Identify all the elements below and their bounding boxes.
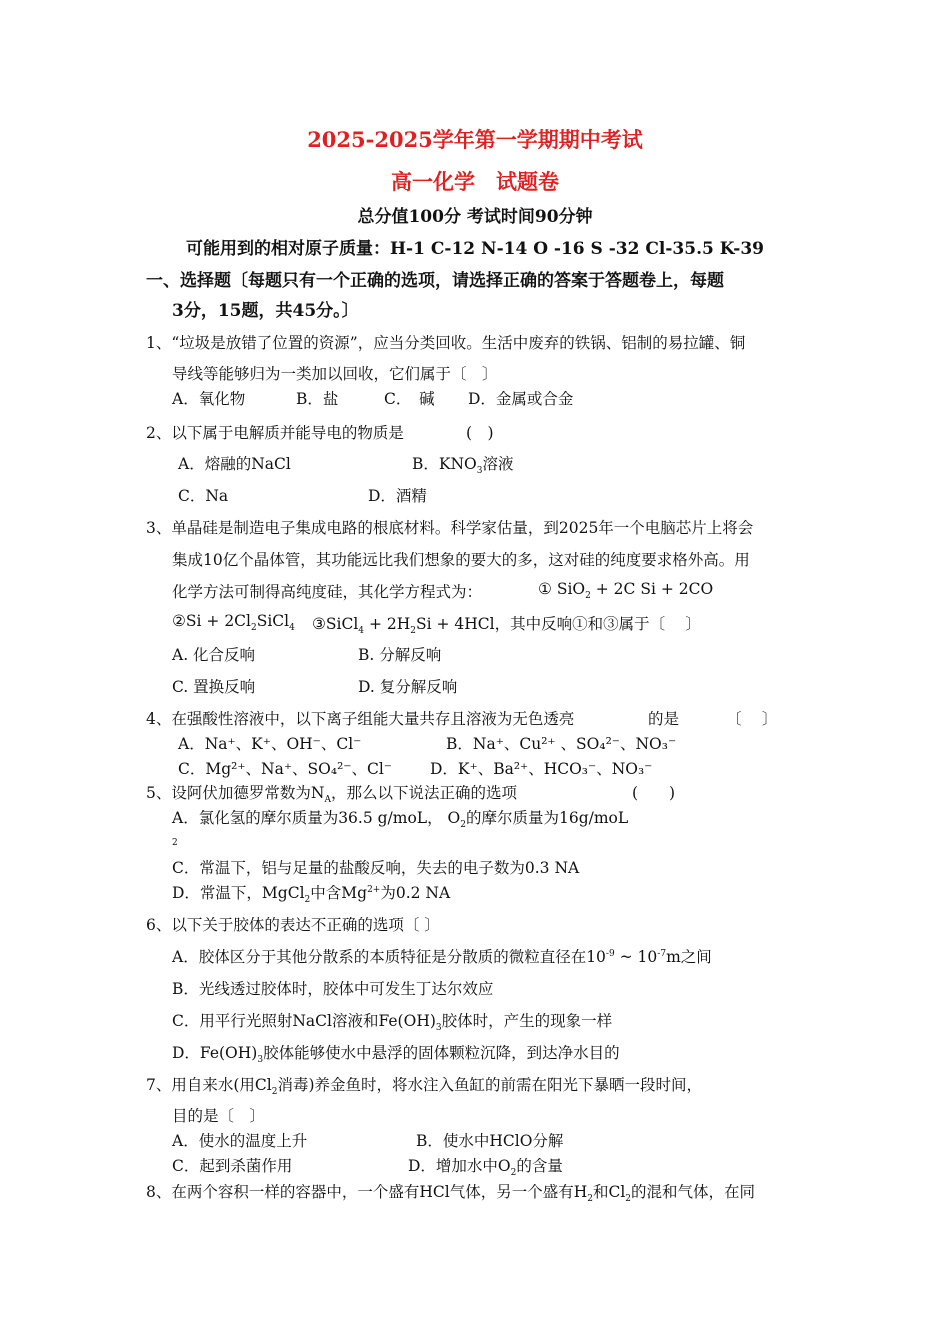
q3-stem-cont2: 化学方法可制得高纯度硅，其化学方程式为： [172, 583, 483, 601]
q4-option-d: D．K⁺、Ba²⁺、HCO₃⁻、NO₃⁻ [430, 760, 653, 778]
q7-option-d: D．增加水中$O_2$的含量 [408, 1157, 563, 1179]
q3-equation-3: ③SiCl$_4$ + $2H_2Si + 4HCl$，其中反响①和③属于〔 〕 [312, 615, 702, 637]
q5-option-c: C．常温下，铝与足量的盐酸反响，失去的电子数为0.3 NA [172, 859, 580, 877]
q8-stem: 8、在两个容积一样的容器中，一个盛有HCl气体，另一个盛有$H_2$和$Cl_2$的混和气体，在同 [146, 1183, 756, 1205]
q2-paren: ( ) [466, 424, 494, 442]
q1-stem: 1、“垃圾是放错了位置的资源”，应当分类回收。生活中废弃的铁锅、铝制的易拉罐、铜 [146, 334, 746, 352]
q7-option-c: C．起到杀菌作用 [172, 1157, 293, 1175]
q1-option-d: D．金属或合金 [468, 390, 574, 408]
q5-option-d: D．常温下，MgCl$_2$中含$Mg^{2+}$为0.2 NA [172, 884, 451, 906]
q4-option-a: A．Na⁺、K⁺、OH⁻、Cl⁻ [178, 735, 362, 753]
q5-stem: 5、设阿伏加德罗常数为$N_A$，那么以下说法正确的选项 [146, 784, 517, 806]
q3-option-c: C. 置换反响 [172, 678, 256, 696]
section-heading-cont: 3分，15题，共45分。〕 [172, 301, 359, 321]
section-heading: 一、选择题〔每题只有一个正确的选项，请选择正确的答案于答题卷上，每题 [146, 271, 724, 291]
q6-stem: 6、以下关于胶体的表达不正确的选项〔 〕 [146, 916, 440, 934]
q6-option-d: D．$Fe(OH)_3$胶体能够使水中悬浮的固体颗粒沉降，到达净水目的 [172, 1044, 620, 1066]
q6-option-c: C．用平行光照射NaCl溶液和$Fe(OH)_3$胶体时，产生的现象一样 [172, 1012, 613, 1034]
q3-option-d: D. 复分解反响 [358, 678, 458, 696]
q2-option-a: A．熔融的NaCl [178, 455, 291, 473]
q4-stem-end: 的是 [648, 710, 680, 728]
q4-option-b: B．Na⁺、Cu²⁺ 、SO₄²⁻、NO₃⁻ [446, 735, 677, 753]
q4-stem: 4、在强酸性溶液中，以下离子组能大量共存且溶液为无色透亮 [146, 710, 575, 728]
q1-stem-cont: 导线等能够归为一类加以回收，它们属于〔 〕 [172, 365, 498, 383]
q7-stem-cont: 目的是〔 〕 [172, 1107, 266, 1125]
q1-option-c: C． 碱 [384, 390, 435, 408]
q2-option-b: B．$KNO_3$溶液 [412, 455, 514, 477]
q4-option-c: C．Mg²⁺、Na⁺、SO₄²⁻、Cl⁻ [178, 760, 392, 778]
q3-option-a: A. 化合反响 [172, 646, 256, 664]
q3-equation-2: ②Si + $2Cl_2SiCl_4$ [172, 612, 295, 634]
q4-paren: 〔 〕 [726, 710, 778, 728]
q3-stem: 3、单晶硅是制造电子集成电路的根底材料。科学家估量，到2025年一个电脑芯片上将会 [146, 519, 754, 537]
q5-option-a: A．氯化氢的摩尔质量为36.5 g/moL， $O_2$的摩尔质量为16g/moL [172, 809, 629, 831]
q7-stem: 7、用自来水(用$Cl_2$消毒)养金鱼时，将水注入鱼缸的前需在阳光下暴晒一段时间， [146, 1076, 703, 1098]
q1-option-a: A．氧化物 [172, 390, 246, 408]
atomic-masses: 可能用到的相对原子质量：H-1 C-12 N-14 O -16 S -32 Cl-35.5 K-39 [186, 239, 764, 259]
q2-stem: 2、以下属于电解质并能导电的物质是 [146, 424, 404, 442]
q3-option-b: B. 分解反响 [358, 646, 442, 664]
q7-option-b: B．使水中HClO分解 [416, 1132, 564, 1150]
exam-title: 2025-2025学年第一学期期中考试 [307, 127, 643, 152]
q7-option-a: A．使水的温度上升 [172, 1132, 308, 1150]
q5-paren: ( ) [632, 784, 676, 802]
q3-equation-1: ① SiO$_2$ + 2C Si + 2CO [538, 580, 714, 602]
score-time: 总分值100分 考试时间90分钟 [357, 207, 593, 227]
exam-subtitle: 高一化学 试题卷 [391, 169, 559, 194]
q6-option-a: A．胶体区分于其他分散系的本质特征是分散质的微粒直径在$10^{-9}$ ~ $10^{-7}m$之间 [172, 948, 712, 966]
q6-option-b: B．光线透过胶体时，胶体中可发生丁达尔效应 [172, 980, 494, 998]
q2-option-c: C．Na [178, 487, 229, 505]
q2-option-d: D．酒精 [368, 487, 427, 505]
q3-stem-cont: 集成10亿个晶体管，其功能远比我们想象的要大的多，这对硅的纯度要求格外高。用 [172, 551, 750, 569]
q5-stray-mark: 2 [172, 838, 178, 848]
q1-option-b: B．盐 [296, 390, 339, 408]
